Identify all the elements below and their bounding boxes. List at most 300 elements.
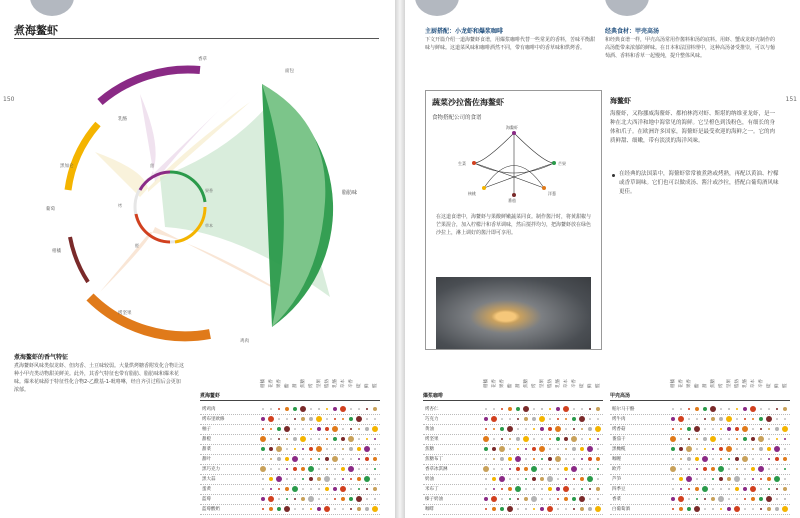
matrix-dot [332,426,338,432]
wheel-arc-orange [90,297,210,336]
matrix-dot [549,468,552,471]
matrix-dot [325,457,329,461]
matrix-dot [341,437,345,441]
matrix-column-label: 辛香 [349,379,354,388]
matrix-dot [286,438,289,441]
matrix-dot [508,457,512,461]
network-label: 番茄 [508,198,516,203]
matrix-dot [688,488,691,491]
matrix-dot [268,416,274,422]
matrix-dot [373,407,377,411]
matrix-dot [702,456,708,462]
matrix-dot [548,427,552,431]
matrix-dot [517,418,520,421]
matrix-dot [672,428,675,431]
matrix-dot [573,458,575,460]
matrix-dot [557,448,559,450]
matrix-dot [286,478,288,480]
matrix-dot [742,456,748,462]
matrix-dot [720,438,722,440]
matrix-dot [678,496,684,502]
matrix-dot [507,506,513,512]
matrix-row-label: 咖啡 [425,507,434,512]
matrix-column-label: 花香 [269,379,274,388]
wheel-arc-brown [70,237,88,282]
matrix-dot [507,426,513,432]
matrix-dot [758,436,764,442]
matrix-row-label: 烤坚果 [425,437,439,442]
matrix-dot [728,488,731,491]
matrix-dot [318,468,320,470]
matrix-dot [340,486,346,492]
matrix-dot [349,447,353,451]
matrix-dot [485,488,487,490]
matrix-dot [533,508,536,511]
matrix-dot [734,506,740,512]
matrix-dot [366,408,369,411]
matrix-dot [776,408,779,411]
matrix-column-label: 坚果 [317,379,322,388]
matrix-dot [595,426,601,432]
matrix-dot [565,428,567,430]
pairing-network [454,123,574,203]
matrix-dot [533,438,535,440]
matrix-column-label: 草本 [751,379,756,388]
matrix-dot [696,448,698,450]
matrix-dot [744,498,747,501]
matrix-dot [309,417,313,421]
matrix-column-label: 果香 [687,379,692,388]
matrix-dot [342,508,344,510]
matrix-dot [509,468,512,471]
matrix-row-label: 甜叶 [202,457,211,462]
matrix-dot [703,407,707,411]
matrix-dot [670,466,676,472]
matrix-dot [525,478,528,481]
wheel-highlight-label: 脂肪味 [342,190,358,196]
matrix-dot [774,446,780,452]
matrix-dot [589,438,592,441]
matrix-row-label: 甜橙 [202,437,211,442]
network-label: 生菜 [458,161,466,166]
matrix-dot [318,438,320,440]
matrix-dot [484,417,488,421]
matrix-dot [767,507,771,511]
matrix-dot [365,427,369,431]
matrix-dot [324,506,330,512]
matrix-dot [366,488,369,491]
matrix-dot [270,428,273,431]
matrix-dot [588,427,592,431]
matrix-dot [324,476,330,482]
matrix-dot [364,446,370,452]
matrix-dot [704,478,706,480]
matrix-dot [573,508,576,511]
matrix-dot [694,426,700,432]
matrix-dot [726,416,732,422]
matrix-dot [751,497,755,501]
matrix-dot [573,488,575,490]
matrix-row-label: 焦糖 [425,447,434,452]
classic-heading: 经典食材：甲壳高汤 [605,28,660,35]
matrix-dot [515,456,521,462]
matrix-column-label: 醛 [596,383,601,388]
matrix-dot [358,468,360,470]
matrix-column-label: 乳酪 [556,379,561,388]
wheel-label: 鸡肉 [240,339,249,344]
matrix-dot [293,437,297,441]
matrix-dot [589,498,591,500]
matrix-dot [533,458,536,461]
matrix-dot [743,407,747,411]
matrix-row-label: 黑橄榄 [612,447,626,452]
matrix-dot [588,507,592,511]
matrix-dot [556,437,560,441]
matrix-dot [766,416,772,422]
matrix-dot [541,488,544,491]
matrix-dot [688,438,691,441]
matrix-dot [703,437,707,441]
matrix-dot [318,408,321,411]
matrix-dot [499,446,505,452]
classic-text: 和经典食谱一样，甲壳高汤常用作酱料和汤的底料。用虾、蟹或龙虾壳制作的高汤能带来浓郁的鲜味。在日本和法国料理中，这种高汤备受推崇，可以与葡萄酒、香料和香草一起慢炖，提升整体风味。 [605,37,776,59]
ingredient-bullet: 在经典的法国菜中，海鳌虾常常被煮熟或烤熟，再配以黄油、柠檬或香草调味。它们也可以做成汤、酱汁或沙拉，搭配白葡萄酒风味更佳。 [619,171,779,195]
matrix-dot [696,438,699,441]
network-label: 芒果 [558,161,566,166]
matrix-dot [366,438,369,441]
matrix-dot [736,408,739,411]
matrix-dot [728,498,730,500]
matrix-row-label: 蛋黄 [202,487,211,492]
matrix-dot [720,508,723,511]
matrix-dot [270,488,273,491]
chef-heading: 主厨搭配：小龙虾和爆浆咖啡 [425,28,504,35]
matrix-dot [317,427,321,431]
matrix-dot [581,458,584,461]
matrix-dot [492,477,496,481]
matrix-dot [366,498,368,500]
matrix-dot [744,508,746,510]
matrix-dot [372,506,378,512]
matrix-dot [557,468,560,471]
matrix-column-label: 柑橘 [671,379,676,388]
matrix-dot [278,498,280,500]
matrix-row-label: 烤鸡肉 [202,407,216,412]
matrix-dot [492,507,496,511]
matrix-dot [508,407,512,411]
matrix-dot [728,468,730,470]
matrix-row-label: 番茄干 [612,437,626,442]
matrix-dot [687,507,691,511]
matrix-dot [286,448,288,450]
matrix-dot [309,477,313,481]
matrix-column-label: 硫 [357,383,362,388]
matrix-dot [775,507,779,511]
matrix-dot [342,478,345,481]
wheel-label: 面包 [285,69,294,74]
matrix-dot [374,418,376,420]
matrix-row-label: 欧芹 [612,467,621,472]
matrix-dot [284,426,290,432]
dish-photo [436,277,591,349]
matrix-dot [316,446,322,452]
matrix-dot [572,497,576,501]
matrix-dot [541,498,543,500]
ingredient-text: 海鳌虾，又称挪威海鳌虾、都柏林湾对虾、斯堪的纳维亚龙虾，是一种在北大西洋和地中海常见的海鲜。它呈橙色到浅粉色，有细长的身体和爪子。在欧洲许多国家，海鳌虾是最受欢迎的海鲜之一。它的肉质鲜甜、细嫩，带有淡淡的海洋风味。 [610,111,776,144]
matrix-dot [680,428,683,431]
matrix-dot [671,447,675,451]
matrix-dot [563,406,569,412]
matrix-dot [532,417,536,421]
gutter [395,0,405,518]
wheel-arc-yellow [68,124,98,190]
matrix-dot [557,498,560,501]
matrix-dot [727,427,731,431]
matrix-dot [696,478,698,480]
matrix-dot [581,488,584,491]
matrix-dot [284,506,290,512]
matrix-dot [334,508,336,510]
matrix-dot [374,468,377,471]
matrix-header [670,350,790,388]
matrix-dot [760,408,762,410]
network-label: 洋葱 [548,191,556,196]
matrix-column-label: 坚果 [727,379,732,388]
matrix-dot [776,498,778,500]
matrix-dot [767,477,771,481]
matrix-dot [573,408,575,410]
matrix-column-label: 坚果 [540,379,545,388]
matrix-dot [525,428,527,430]
matrix-dot [260,436,266,442]
matrix-dot [310,408,312,410]
matrix-dot [525,448,528,451]
matrix-dot [373,457,377,461]
matrix-dot [309,447,313,451]
matrix-dot [349,417,353,421]
matrix-dot [276,446,282,452]
matrix-dot [581,428,584,431]
matrix-dot [531,496,537,502]
matrix-row [200,504,380,515]
matrix-dot [278,468,280,470]
page-number: 151 [785,96,797,103]
matrix-dot [292,456,298,462]
matrix-dot [597,498,600,501]
matrix-dot [573,478,576,481]
matrix-dot [563,486,569,492]
matrix-dot [548,457,552,461]
matrix-dot [302,448,305,451]
matrix-dot [326,418,328,420]
wheel-label: 香草 [198,57,207,62]
matrix-title-rule [423,400,603,401]
matrix-dot [516,437,520,441]
matrix-dot [499,476,505,482]
matrix-dot [334,468,337,471]
matrix-row-label: 蓝莓酸奶 [202,507,220,512]
matrix-row-label: 黄油 [425,427,434,432]
matrix-column-label: 辛香 [572,379,577,388]
matrix-dot [736,498,738,500]
matrix-dot [278,418,280,420]
matrix-dot [671,417,675,421]
matrix-dot [308,496,314,502]
matrix-dot [711,497,715,501]
matrix-dot [531,466,537,472]
matrix-dot [696,498,699,501]
matrix-dot [501,498,503,500]
matrix-header [483,350,603,388]
matrix-dot [501,418,503,420]
matrix-dot [278,438,281,441]
matrix-dot [492,447,496,451]
matrix-dot [549,448,551,450]
matrix-dot [768,408,770,410]
matrix-column-label: 脂肪 [735,379,740,388]
matrix-dot [333,487,337,491]
matrix-dot [517,478,519,480]
matrix-dot [784,448,786,450]
matrix-dot [269,447,273,451]
matrix-dot [557,418,560,421]
matrix-dot [333,407,337,411]
matrix-dot [767,447,771,451]
bullet-marker [612,174,615,177]
matrix-dot [509,448,511,450]
matrix-dot [318,498,320,500]
matrix-dot [704,428,706,430]
matrix-dot [316,416,322,422]
matrix-dot [564,497,568,501]
matrix-column-label: 乳酪 [333,379,338,388]
matrix-dot [294,448,297,451]
matrix-dot [547,476,553,482]
matrix-dot [500,427,504,431]
matrix-dot [784,418,786,420]
matrix-dot [688,468,690,470]
matrix-dot [597,418,599,420]
matrix-column-label: 酯 [508,383,513,388]
matrix-dot [292,486,298,492]
matrix-dot [517,498,520,501]
matrix-dot [270,468,272,470]
matrix-dot [556,487,560,491]
matrix-dot [727,477,731,481]
page-tab [605,0,649,16]
matrix-dot [374,478,376,480]
matrix-dot [556,407,560,411]
matrix-dot [302,508,305,511]
matrix-column-label: 焦糖 [301,379,306,388]
matrix-dot [704,418,707,421]
matrix-dot [695,487,699,491]
matrix-dot [783,487,787,491]
matrix-dot [326,408,329,411]
matrix-dot [597,468,600,471]
matrix-dot [358,408,360,410]
matrix-dot [539,446,545,452]
matrix-dot [703,467,707,471]
matrix-dot [348,436,354,442]
matrix-dot [302,458,304,460]
matrix-dot [564,437,568,441]
matrix-column-label: 鲜 [588,383,593,388]
section-text: 煮海鳌虾风味类似龙虾、但肉香、土豆味较弱。大量烘烤糖香附发化合物让这种小甲壳类动物甜美鲜美。此外，其香气特征也带有脂肪、脂肪味和爆米花味。爆米花味源于特征性化合物2-乙酰基-1-吡咯啉，经自齐引过程后会更加浓郁。 [14,363,185,393]
matrix-column-label: 醛 [783,383,788,388]
matrix-column-label: 乳酪 [743,379,748,388]
matrix-dot [525,458,527,460]
matrix-dot [589,418,591,420]
network-node [472,161,476,165]
matrix-column-label: 焦糖 [711,379,716,388]
inner-label: 烤 [118,203,122,208]
matrix-dot [687,457,691,461]
matrix-dot [589,468,591,470]
matrix-dot [581,438,583,440]
matrix-dot [525,488,527,490]
matrix-dot [342,458,344,460]
matrix-dot [672,508,675,511]
matrix-dot [501,468,503,470]
matrix-row-label: 白葡萄酒 [612,507,630,512]
matrix-dot [484,447,488,451]
right-page [405,0,800,518]
matrix-dot [784,468,787,471]
matrix-dot [776,418,778,420]
matrix-dot [540,427,544,431]
matrix-dot [500,457,504,461]
matrix-dot [277,507,281,511]
matrix-dot [483,466,489,472]
matrix-dot [301,497,305,501]
matrix-dot [509,438,512,441]
matrix-dot [680,488,683,491]
matrix-dot [548,487,552,491]
matrix-dot [758,466,764,472]
flavor-wheel [0,42,395,352]
flavor-matrix [423,350,603,515]
matrix-dot [374,448,376,450]
matrix-dot [317,507,321,511]
matrix-dot [678,416,684,422]
matrix-dot [493,458,496,461]
matrix-dot [704,498,707,501]
matrix-dot [501,408,504,411]
matrix-row-label: 四季豆 [612,487,626,492]
matrix-dot [775,457,779,461]
matrix-dot [270,458,273,461]
matrix-dot [597,438,600,441]
matrix-dot [572,447,576,451]
matrix-dot [565,508,567,510]
matrix-row-label: 帕尔马干酪 [612,407,635,412]
matrix-column-label: 花香 [492,379,497,388]
matrix-dot [326,448,328,450]
matrix-dot [277,427,281,431]
title-rule [14,38,379,39]
matrix-dot [695,407,699,411]
matrix-dot [579,496,585,502]
matrix-dot [350,408,352,410]
matrix-dot [768,458,771,461]
matrix-dot [783,457,787,461]
wheel-label: 烤坚果 [118,311,132,316]
matrix-column-label: 硫 [767,383,772,388]
matrix-dot [485,508,488,511]
matrix-dot [357,507,361,511]
network-label: 核桃 [468,191,476,196]
